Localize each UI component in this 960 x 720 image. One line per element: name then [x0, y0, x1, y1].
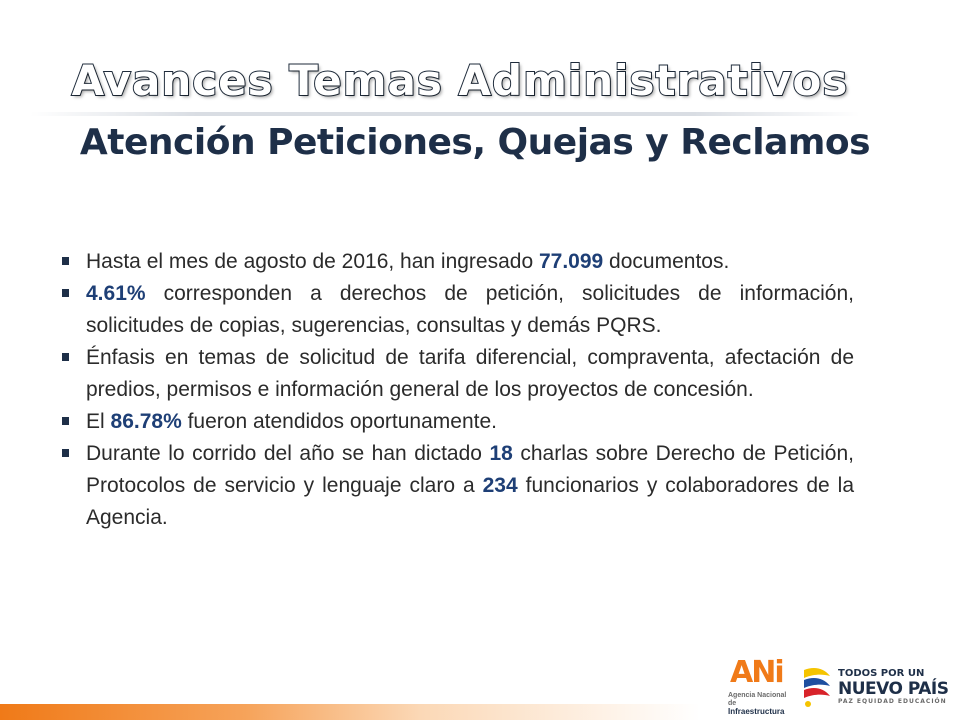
list-item	[62, 278, 854, 342]
pais-logo-line3: PAZ EQUIDAD EDUCACIÓN	[838, 698, 947, 705]
list-item	[62, 246, 854, 278]
ani-logo	[726, 656, 788, 716]
title-underline	[30, 112, 860, 116]
pais-logo-line1: TODOS POR UN	[838, 668, 925, 679]
square-bullet-icon	[62, 289, 69, 297]
ani-caption-line1: Agencia Nacional de	[728, 692, 787, 707]
bullet-text-post: funcionarios y colaboradores de la Agencia.	[86, 474, 854, 529]
bullet-text-pre: El	[86, 410, 111, 433]
square-bullet-icon	[62, 257, 69, 265]
list-item	[62, 342, 854, 406]
bullet-number: 86.78%	[110, 410, 182, 433]
pais-logo-line2: NUEVO PAÍS	[838, 679, 949, 699]
bullet-number: 18	[489, 442, 513, 465]
page-subtitle: Atención Peticiones, Quejas y Reclamos	[79, 122, 871, 163]
bullet-number: 4.61%	[86, 282, 146, 305]
bullet-list	[62, 246, 854, 534]
bullet-text: Énfasis en temas de solicitud de tarifa diferencial, compraventa, afectación de predios, permisos e información general de los proyectos de concesión.	[86, 346, 854, 401]
ani-logo-wordmark: ANi	[730, 655, 783, 690]
bullet-number: 234	[482, 474, 518, 497]
list-item	[62, 438, 854, 534]
pais-logo-text	[838, 668, 950, 706]
footer-gradient-bar	[0, 704, 700, 720]
square-bullet-icon	[62, 353, 69, 361]
todos-por-un-nuevo-pais-logo	[800, 664, 950, 714]
square-bullet-icon	[62, 417, 69, 425]
bullet-text-pre: Hasta el mes de agosto de 2016, han ingresado	[86, 250, 539, 273]
ani-caption-line2: Infraestructura	[728, 707, 785, 716]
bullet-text-post: corresponden a derechos de petición, solicitudes de información, solicitudes de copias, sugerencias, consultas y demás PQRS.	[86, 282, 854, 337]
bullet-text-pre: Durante lo corrido del año se han dictado	[86, 442, 490, 465]
square-bullet-icon	[62, 449, 69, 457]
bullet-text-post: fueron atendidos oportunamente.	[181, 410, 497, 433]
list-item	[62, 406, 854, 438]
bullet-text-post: documentos.	[603, 250, 730, 273]
colombia-flag-icon	[800, 664, 834, 710]
ani-logo-caption	[728, 692, 788, 716]
bullet-number: 77.099	[538, 250, 604, 273]
page-title: Avances Temas Administrativos	[71, 56, 849, 105]
bullet-text-mid: charlas sobre Derecho de Petición, Protocolos de servicio y lenguaje claro a	[86, 442, 854, 497]
